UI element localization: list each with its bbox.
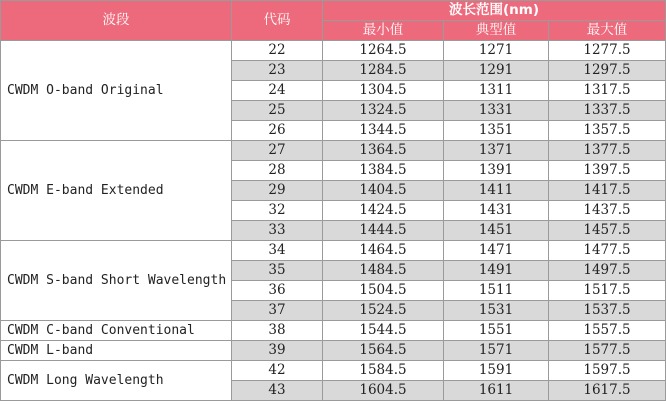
typical-wavelength-cell: 1491 bbox=[444, 261, 549, 281]
typical-wavelength-cell: 1291 bbox=[444, 61, 549, 81]
max-wavelength-cell: 1477.5 bbox=[549, 241, 666, 261]
min-wavelength-cell: 1484.5 bbox=[323, 261, 444, 281]
band-name-cell: CWDM L-band bbox=[1, 341, 232, 361]
min-wavelength-cell: 1284.5 bbox=[323, 61, 444, 81]
typical-wavelength-cell: 1611 bbox=[444, 381, 549, 401]
max-wavelength-cell: 1437.5 bbox=[549, 201, 666, 221]
code-cell: 34 bbox=[232, 241, 323, 261]
max-wavelength-cell: 1457.5 bbox=[549, 221, 666, 241]
code-cell: 36 bbox=[232, 281, 323, 301]
max-wavelength-cell: 1617.5 bbox=[549, 381, 666, 401]
max-wavelength-cell: 1417.5 bbox=[549, 181, 666, 201]
typical-wavelength-cell: 1591 bbox=[444, 361, 549, 381]
min-wavelength-cell: 1404.5 bbox=[323, 181, 444, 201]
min-wavelength-cell: 1464.5 bbox=[323, 241, 444, 261]
code-cell: 24 bbox=[232, 81, 323, 101]
typical-wavelength-cell: 1551 bbox=[444, 321, 549, 341]
header-max: 最大值 bbox=[549, 21, 666, 41]
typical-wavelength-cell: 1351 bbox=[444, 121, 549, 141]
code-cell: 37 bbox=[232, 301, 323, 321]
min-wavelength-cell: 1604.5 bbox=[323, 381, 444, 401]
min-wavelength-cell: 1444.5 bbox=[323, 221, 444, 241]
typical-wavelength-cell: 1451 bbox=[444, 221, 549, 241]
code-cell: 23 bbox=[232, 61, 323, 81]
typical-wavelength-cell: 1371 bbox=[444, 141, 549, 161]
min-wavelength-cell: 1364.5 bbox=[323, 141, 444, 161]
min-wavelength-cell: 1324.5 bbox=[323, 101, 444, 121]
typical-wavelength-cell: 1271 bbox=[444, 41, 549, 61]
table-row bbox=[1, 41, 666, 61]
min-wavelength-cell: 1384.5 bbox=[323, 161, 444, 181]
max-wavelength-cell: 1277.5 bbox=[549, 41, 666, 61]
min-wavelength-cell: 1564.5 bbox=[323, 341, 444, 361]
code-cell: 42 bbox=[232, 361, 323, 381]
code-cell: 33 bbox=[232, 221, 323, 241]
typical-wavelength-cell: 1331 bbox=[444, 101, 549, 121]
code-cell: 25 bbox=[232, 101, 323, 121]
min-wavelength-cell: 1304.5 bbox=[323, 81, 444, 101]
code-cell: 39 bbox=[232, 341, 323, 361]
header-row-top bbox=[1, 1, 666, 21]
min-wavelength-cell: 1524.5 bbox=[323, 301, 444, 321]
table-row bbox=[1, 361, 666, 381]
code-cell: 35 bbox=[232, 261, 323, 281]
code-cell: 26 bbox=[232, 121, 323, 141]
typical-wavelength-cell: 1471 bbox=[444, 241, 549, 261]
code-cell: 27 bbox=[232, 141, 323, 161]
code-cell: 22 bbox=[232, 41, 323, 61]
min-wavelength-cell: 1424.5 bbox=[323, 201, 444, 221]
min-wavelength-cell: 1264.5 bbox=[323, 41, 444, 61]
band-name-cell: CWDM O-band Original bbox=[1, 41, 232, 141]
min-wavelength-cell: 1584.5 bbox=[323, 361, 444, 381]
code-cell: 38 bbox=[232, 321, 323, 341]
max-wavelength-cell: 1357.5 bbox=[549, 121, 666, 141]
band-name-cell: CWDM Long Wavelength bbox=[1, 361, 232, 401]
header-band: 波段 bbox=[1, 1, 232, 41]
band-name-cell: CWDM C-band Conventional bbox=[1, 321, 232, 341]
max-wavelength-cell: 1337.5 bbox=[549, 101, 666, 121]
max-wavelength-cell: 1557.5 bbox=[549, 321, 666, 341]
code-cell: 29 bbox=[232, 181, 323, 201]
table-row bbox=[1, 141, 666, 161]
typical-wavelength-cell: 1511 bbox=[444, 281, 549, 301]
table-row bbox=[1, 241, 666, 261]
table-row bbox=[1, 321, 666, 341]
code-cell: 28 bbox=[232, 161, 323, 181]
max-wavelength-cell: 1537.5 bbox=[549, 301, 666, 321]
typical-wavelength-cell: 1411 bbox=[444, 181, 549, 201]
header-wavelength-range: 波长范围(nm) bbox=[323, 1, 666, 21]
typical-wavelength-cell: 1531 bbox=[444, 301, 549, 321]
header-typical: 典型值 bbox=[444, 21, 549, 41]
max-wavelength-cell: 1317.5 bbox=[549, 81, 666, 101]
table-row bbox=[1, 341, 666, 361]
min-wavelength-cell: 1544.5 bbox=[323, 321, 444, 341]
max-wavelength-cell: 1397.5 bbox=[549, 161, 666, 181]
typical-wavelength-cell: 1311 bbox=[444, 81, 549, 101]
typical-wavelength-cell: 1391 bbox=[444, 161, 549, 181]
code-cell: 32 bbox=[232, 201, 323, 221]
band-name-cell: CWDM E-band Extended bbox=[1, 141, 232, 241]
min-wavelength-cell: 1504.5 bbox=[323, 281, 444, 301]
typical-wavelength-cell: 1431 bbox=[444, 201, 549, 221]
max-wavelength-cell: 1517.5 bbox=[549, 281, 666, 301]
band-name-cell: CWDM S-band Short Wavelength bbox=[1, 241, 232, 321]
max-wavelength-cell: 1497.5 bbox=[549, 261, 666, 281]
max-wavelength-cell: 1577.5 bbox=[549, 341, 666, 361]
typical-wavelength-cell: 1571 bbox=[444, 341, 549, 361]
code-cell: 43 bbox=[232, 381, 323, 401]
max-wavelength-cell: 1297.5 bbox=[549, 61, 666, 81]
min-wavelength-cell: 1344.5 bbox=[323, 121, 444, 141]
header-code: 代码 bbox=[232, 1, 323, 41]
header-min: 最小值 bbox=[323, 21, 444, 41]
max-wavelength-cell: 1597.5 bbox=[549, 361, 666, 381]
max-wavelength-cell: 1377.5 bbox=[549, 141, 666, 161]
table-body bbox=[1, 41, 666, 401]
